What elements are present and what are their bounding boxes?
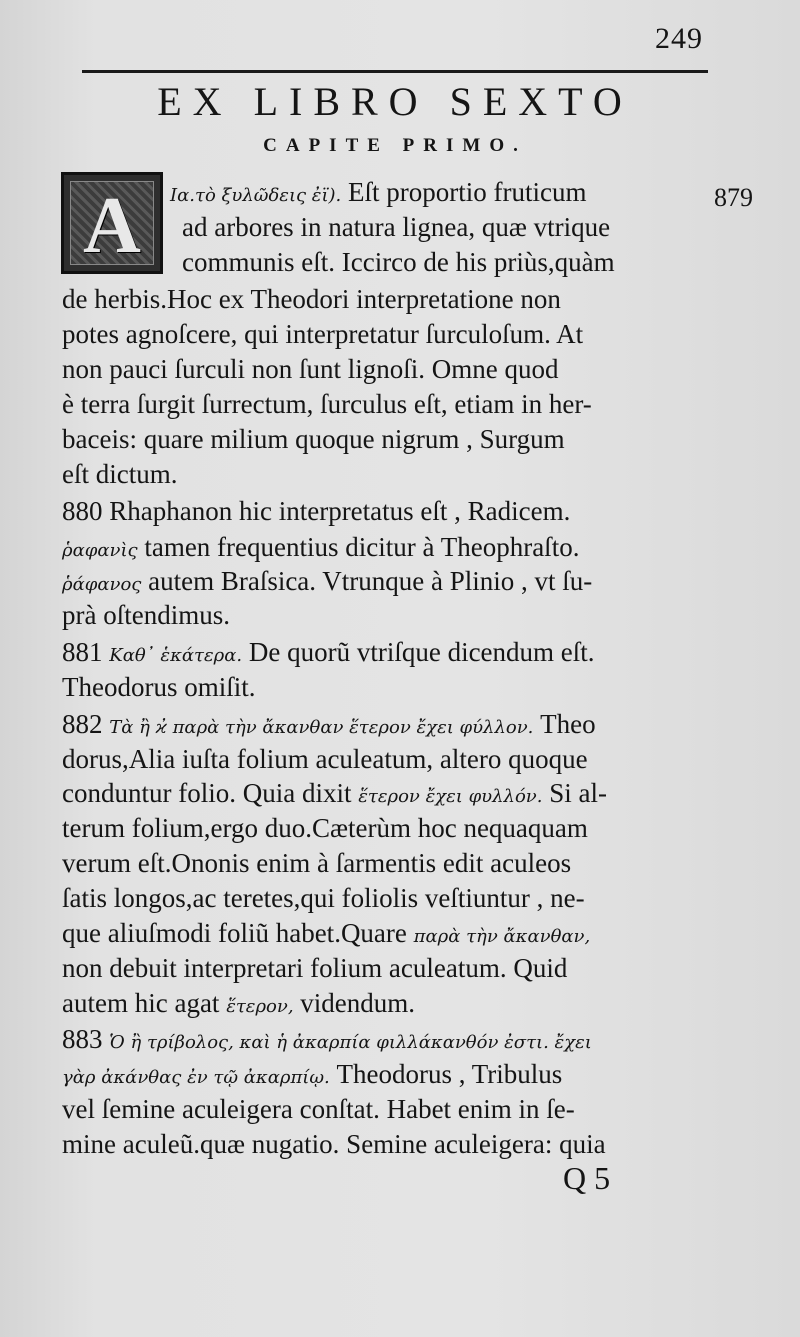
text-line [62,776,607,814]
text-line [62,598,230,632]
line-text: non debuit interpretari folium aculeatum. Quid [62,953,568,983]
line-text: Eſt proportio fruticum [341,177,587,207]
line-text: Si al- [542,778,607,808]
line-text: vel ſemine aculeigera conſtat. Habet enim in ſe- [62,1094,575,1124]
line-text: 882 [62,709,110,739]
text-line [62,282,561,316]
greek-phrase: ῥαφανὶς [62,540,138,561]
greek-phrase: Καθ᾽ ἑκάτερα. [109,645,243,666]
greek-phrase: γὰρ ἀκάνθας ἐν τῷ ἀκαρπίῳ. [62,1067,330,1088]
greek-phrase: παρὰ τὴν ἄκανθαν, [413,926,591,947]
line-text: autem hic agat [62,988,227,1018]
line-text: de herbis.Hoc ex Theodori interpretatione non [62,284,561,314]
greek-phrase: Ια.τὸ ξυλῶδεις ἐϊ). [170,185,342,206]
text-line [62,1022,592,1060]
line-text: verum eſt.Ononis enim à ſarmentis edit aculeos [62,848,572,878]
text-line [62,1057,562,1095]
header-rule [82,70,708,73]
line-text: non pauci ſurculi non ſunt lignoſi. Omne quod [62,354,559,384]
text-line [62,494,570,528]
text-line [62,387,592,421]
line-text: 881 [62,637,110,667]
text-line [62,530,579,568]
line-text: dorus,Alia iuſta folium aculeatum, altero quoque [62,744,588,774]
line-text: De quorũ vtriſque dicendum eſt. [242,637,595,667]
text-line [62,916,590,954]
text-line [62,742,588,776]
text-line [62,564,592,602]
line-text: prà oſtendimus. [62,600,230,630]
line-text: que aliuſmodi foliũ habet.Quare [62,918,414,948]
line-text: è terra ſurgit ſurrectum, ſurculus eſt, etiam in her- [62,389,592,419]
text-line [182,245,615,279]
decorated-initial [61,172,163,274]
initial-letter: A [83,182,141,270]
text-line [62,986,415,1024]
line-text: autem Braſsica. Vtrunque à Plinio , vt ſu- [141,566,593,596]
text-line [62,881,585,915]
text-line [62,811,588,845]
line-text: terum folium,ergo duo.Cæterùm hoc nequaquam [62,813,588,843]
greek-phrase: ἕτερον, [226,996,294,1017]
text-line [62,846,571,880]
text-line [62,951,567,985]
greek-phrase: ἕτερον ἔχει φυλλόν. [358,786,543,807]
line-text: Theodorus , Tribulus [329,1059,563,1089]
line-text: baceis: quare milium quoque nigrum , Surgum [62,424,565,454]
text-line [62,317,583,351]
line-text: potes agnoſcere, qui interpretatur ſurculoſum. At [62,319,584,349]
text-line [62,707,596,745]
line-text: tamen frequentius dicitur à Theophraſto. [137,532,580,562]
line-text: Theodorus omiſit. [62,672,256,702]
greek-phrase: ῥάφανος [62,574,142,595]
text-line [62,352,558,386]
line-text: 880 Rhaphanon hic interpretatus eſt , Radicem. [62,496,571,526]
text-line [170,175,586,213]
margin-note-number: 879 [714,183,753,212]
line-text: mine aculeũ.quæ nugatio. Semine aculeigera: quia [62,1129,606,1159]
text-line [62,422,565,456]
section-heading: EX LIBRO SEXTO [157,79,633,124]
greek-phrase: Τὰ ἢ ϰ̓ παρὰ τὴν ἄκανθαν ἕτερον ἔχει φύλλον. [109,717,534,738]
text-line [62,1092,575,1126]
line-text: Theo [533,709,596,739]
section-subheading: CAPITE PRIMO. [263,135,527,156]
line-text: eſt dictum. [62,459,178,489]
signature-mark: Q 5 [563,1160,611,1196]
greek-phrase: Ὁ ἢ τρίβολος, καὶ ἡ ἀκαρπία φιλλάκανθόν ἐστι. ἔχει [109,1032,592,1053]
text-line [62,1127,606,1161]
line-text: videndum. [293,988,416,1018]
line-text: communis eſt. Iccirco de his priùs,quàm [182,247,615,277]
line-text: ſatis longos,ac teretes,qui foliolis veſtiuntur , ne- [62,883,585,913]
page-number: 249 [655,22,703,55]
line-text: ad arbores in natura lignea, quæ vtrique [182,212,611,242]
line-text: conduntur folio. Quia dixit [62,778,359,808]
text-line [182,210,610,244]
text-line [62,635,595,673]
line-text: 883 [62,1024,110,1054]
text-line [62,670,255,704]
text-line [62,457,177,491]
